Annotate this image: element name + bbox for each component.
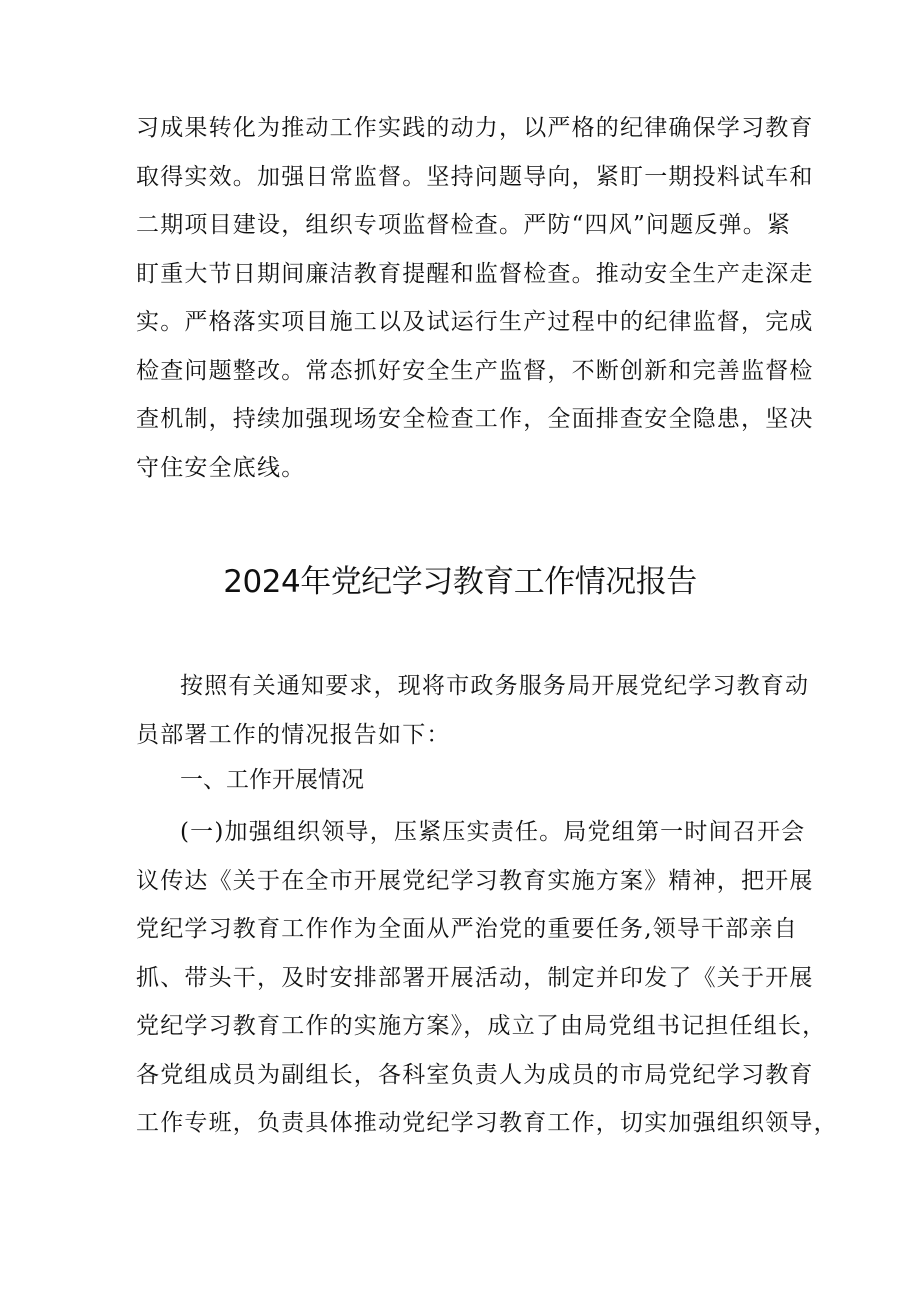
paragraph-line: 二期项目建设，组织专项监督检查。严防“四风”问题反弹。紧 xyxy=(136,212,792,238)
paragraph-line: 员部署工作的情况报告如下： xyxy=(136,721,451,748)
paragraph-line: 检查问题整改。常态抓好安全生产监督，不断创新和完善监督检 xyxy=(136,357,814,384)
paragraph-line: 党纪学习教育工作作为全面从严治党的重要任务,领导干部亲自 xyxy=(136,916,798,942)
paragraph-line: 党纪学习教育工作的实施方案》，成立了由局党组书记担任组长， xyxy=(136,1013,827,1039)
paragraph-line: 盯重大节日期间廉洁教育提醒和监督检查。推动安全生产走深走 xyxy=(136,260,814,287)
paragraph-line: 工作专班，负责具体推动党纪学习教育工作，切实加强组织领导， xyxy=(136,1110,838,1136)
paragraph-line: 习成果转化为推动工作实践的动力，以严格的纪律确保学习教育 xyxy=(136,115,814,141)
report-title: 2024年党纪学习教育工作情况报告 xyxy=(223,564,697,600)
paragraph-line: 守住安全底线。 xyxy=(136,454,306,481)
paragraph-line: (一)加强组织领导，压紧压实责任。局党组第一时间召开会 xyxy=(180,819,806,845)
continued-paragraph xyxy=(136,104,814,492)
paragraph-line: 各党组成员为副组长，各科室负责人为成员的市局党纪学习教育 xyxy=(136,1061,814,1088)
paragraph-line: 议传达《关于在全市开展党纪学习教育实施方案》精神，把开展 xyxy=(136,867,814,894)
paragraph-line: 按照有关通知要求，现将市政务服务局开展党纪学习教育动 xyxy=(180,673,810,699)
paragraph-line: 抓、带头干，及时安排部署开展活动，制定并印发了《关于开展 xyxy=(136,964,814,991)
section-paragraph xyxy=(136,808,838,1148)
section-heading: 一、工作开展情况 xyxy=(180,767,364,793)
paragraph-line: 查机制，持续加强现场安全检查工作，全面排查安全隐患，坚决 xyxy=(136,406,814,432)
paragraph-line: 取得实效。加强日常监督。坚持问题导向，紧盯一期投料试车和 xyxy=(136,163,814,190)
paragraph-line: 实。严格落实项目施工以及试运行生产过程中的纪律监督，完成 xyxy=(136,309,814,335)
intro-paragraph xyxy=(136,662,810,759)
